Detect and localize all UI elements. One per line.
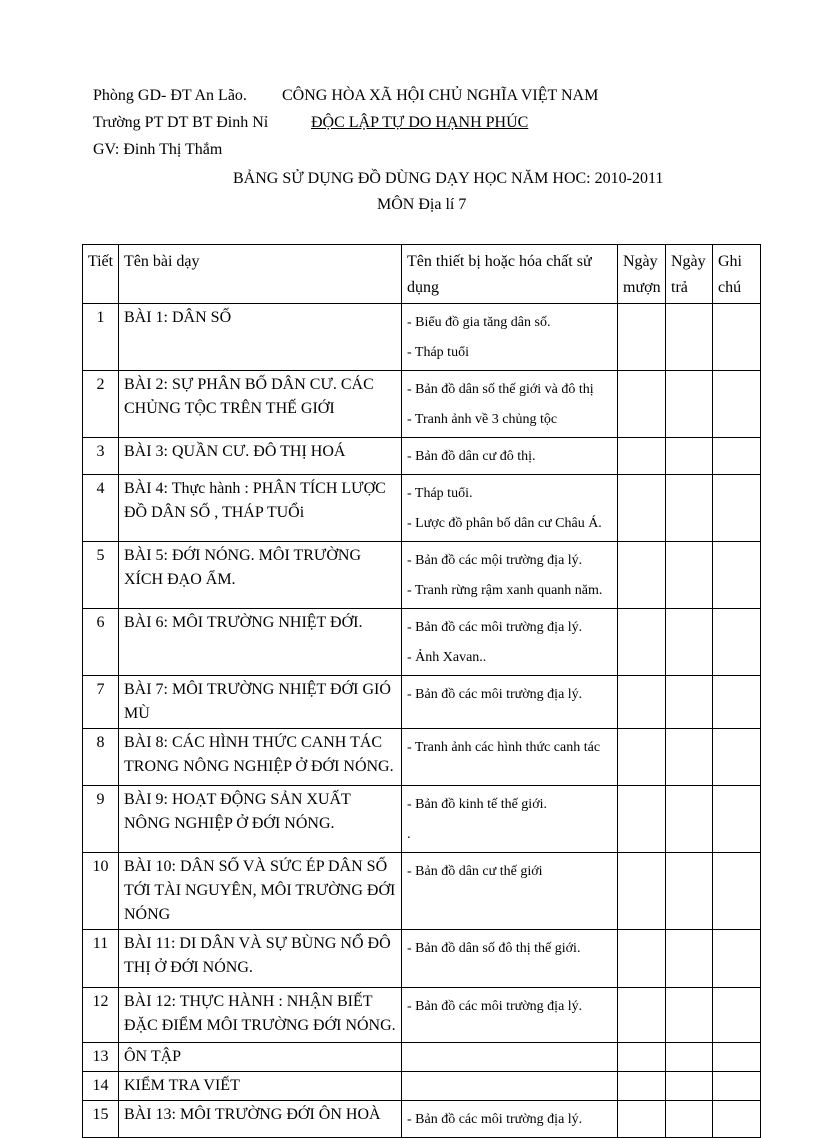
borrow-date-cell <box>618 438 666 475</box>
device-item: - Lược đồ phân bố dân cư Châu Á. <box>407 516 602 531</box>
period-number: 8 <box>83 729 119 786</box>
borrow-date-cell <box>618 930 666 988</box>
table-row <box>83 475 761 542</box>
table-row <box>83 438 761 475</box>
device-item: - Ảnh Xavan.. <box>407 650 487 665</box>
return-date-cell <box>666 1101 713 1138</box>
table-row <box>83 930 761 988</box>
return-date-cell <box>666 475 713 542</box>
return-date-cell <box>666 853 713 930</box>
period-number: 14 <box>83 1072 119 1101</box>
note-cell <box>713 786 761 853</box>
borrow-date-cell <box>618 304 666 371</box>
lesson-name: BÀI 3: QUẦN CƯ. ĐÔ THỊ HOÁ <box>119 438 402 475</box>
device-list <box>402 542 618 609</box>
period-number: 11 <box>83 930 119 988</box>
table-row <box>83 1072 761 1101</box>
note-cell <box>713 542 761 609</box>
note-cell <box>713 988 761 1043</box>
device-list <box>402 438 618 475</box>
device-item: - Bản đồ các môi trường địa lý. <box>407 1112 583 1127</box>
equipment-table <box>82 244 761 1138</box>
table-row <box>83 371 761 438</box>
document-title: BẢNG SỬ DỤNG ĐỒ DÙNG DẠY HỌC NĂM HOC: 2010-2011 <box>233 170 664 187</box>
note-cell <box>713 676 761 729</box>
col-header-lesson: Tên bài dạy <box>119 245 402 304</box>
device-item: - Bản đồ các môi trường địa lý. <box>407 999 583 1014</box>
note-cell <box>713 729 761 786</box>
subject-title: MÔN Địa lí 7 <box>377 196 467 213</box>
return-date-cell <box>666 786 713 853</box>
device-list <box>402 371 618 438</box>
teacher-name: GV: Đinh Thị Thắm <box>93 141 223 158</box>
device-item: - Tháp tuổi. <box>407 486 473 501</box>
national-title: CÔNG HÒA XÃ HỘI CHỦ NGHĨA VIỆT NAM <box>282 87 599 104</box>
device-item: - Bản đồ các môi trường địa lý. <box>407 620 583 635</box>
lesson-name: BÀI 10: DÂN SỐ VÀ SỨC ÉP DÂN SỐ TỚI TÀI NGUYÊN, MÔI TRƯỜNG ĐỚI NÓNG <box>119 853 402 930</box>
borrow-date-cell <box>618 988 666 1043</box>
device-item: - Bản đồ dân cư thế giới <box>407 864 543 879</box>
device-item: - Tháp tuổi <box>407 345 469 360</box>
period-number: 12 <box>83 988 119 1043</box>
device-list <box>402 304 618 371</box>
note-cell <box>713 1101 761 1138</box>
borrow-date-cell <box>618 1101 666 1138</box>
table-row <box>83 1101 761 1138</box>
device-item: - Bản đồ kinh tế thế giới. <box>407 797 547 812</box>
period-number: 7 <box>83 676 119 729</box>
device-item: - Bản đồ các mội trường địa lý. <box>407 553 583 568</box>
return-date-cell <box>666 438 713 475</box>
lesson-name: BÀI 9: HOẠT ĐỘNG SẢN XUẤT NÔNG NGHIỆP Ở ĐỚI NÓNG. <box>119 786 402 853</box>
return-date-cell <box>666 304 713 371</box>
period-number: 13 <box>83 1043 119 1072</box>
return-date-cell <box>666 542 713 609</box>
department-name: Phòng GD- ĐT An Lão. <box>93 87 247 104</box>
lesson-name: BÀI 5: ĐỚI NÓNG. MÔI TRƯỜNG XÍCH ĐẠO ẨM. <box>119 542 402 609</box>
col-header-borrow-date: Ngày mượn <box>618 245 666 304</box>
period-number: 10 <box>83 853 119 930</box>
device-item: - Biểu đồ gia tăng dân số. <box>407 315 551 330</box>
return-date-cell <box>666 930 713 988</box>
col-header-return-date: Ngày trả <box>666 245 713 304</box>
borrow-date-cell <box>618 1043 666 1072</box>
borrow-date-cell <box>618 1072 666 1101</box>
period-number: 5 <box>83 542 119 609</box>
lesson-name: BÀI 2: SỰ PHÂN BỐ DÂN CƯ. CÁC CHỦNG TỘC TRÊN THẾ GIỚI <box>119 371 402 438</box>
note-cell <box>713 609 761 676</box>
device-item: - Tranh ảnh các hình thức canh tác <box>407 740 601 755</box>
lesson-name: BÀI 12: THỰC HÀNH : NHẬN BIẾT ĐẶC ĐIỂM MÔI TRƯỜNG ĐỚI NÓNG. <box>119 988 402 1043</box>
lesson-name: BÀI 1: DÂN SỐ <box>119 304 402 371</box>
table-row <box>83 542 761 609</box>
note-cell <box>713 1072 761 1101</box>
borrow-date-cell <box>618 475 666 542</box>
table-header-row <box>83 245 761 304</box>
table-row <box>83 676 761 729</box>
device-item: . <box>407 827 411 842</box>
lesson-name: BÀI 7: MÔI TRƯỜNG NHIỆT ĐỚI GIÓ MÙ <box>119 676 402 729</box>
lesson-name: BÀI 8: CÁC HÌNH THỨC CANH TÁC TRONG NÔNG NGHIỆP Ở ĐỚI NÓNG. <box>119 729 402 786</box>
lesson-name: KIỂM TRA VIẾT <box>119 1072 402 1101</box>
return-date-cell <box>666 609 713 676</box>
table-row <box>83 853 761 930</box>
borrow-date-cell <box>618 609 666 676</box>
device-list <box>402 1043 618 1072</box>
col-header-note: Ghi chú <box>713 245 761 304</box>
period-number: 3 <box>83 438 119 475</box>
device-item: - Bản đồ các môi trường địa lý. <box>407 687 583 702</box>
col-header-tiet: Tiết <box>83 245 119 304</box>
device-item: - Bản đồ dân số đô thị thế giới. <box>407 941 581 956</box>
table-row <box>83 786 761 853</box>
lesson-name: ÔN TẬP <box>119 1043 402 1072</box>
note-cell <box>713 371 761 438</box>
school-name: Trường PT DT BT Đinh Nỉ <box>93 114 269 131</box>
period-number: 4 <box>83 475 119 542</box>
col-header-device: Tên thiết bị hoặc hóa chất sử dụng <box>402 245 618 304</box>
device-list <box>402 988 618 1043</box>
borrow-date-cell <box>618 676 666 729</box>
note-cell <box>713 304 761 371</box>
device-list <box>402 930 618 988</box>
note-cell <box>713 438 761 475</box>
table-row <box>83 609 761 676</box>
period-number: 1 <box>83 304 119 371</box>
borrow-date-cell <box>618 729 666 786</box>
return-date-cell <box>666 988 713 1043</box>
lesson-name: BÀI 4: Thực hành : PHÂN TÍCH LƯỢC ĐỒ DÂN SỐ , THÁP TUỔi <box>119 475 402 542</box>
lesson-name: BÀI 13: MÔI TRƯỜNG ĐỚI ÔN HOÀ <box>119 1101 402 1138</box>
device-item: - Bản đồ dân số thế giới và đô thị <box>407 382 594 397</box>
return-date-cell <box>666 1072 713 1101</box>
period-number: 6 <box>83 609 119 676</box>
table-row <box>83 988 761 1043</box>
note-cell <box>713 475 761 542</box>
device-list <box>402 1072 618 1101</box>
note-cell <box>713 853 761 930</box>
borrow-date-cell <box>618 786 666 853</box>
device-item: - Tranh ảnh về 3 chủng tộc <box>407 412 558 427</box>
device-list <box>402 1101 618 1138</box>
device-list <box>402 729 618 786</box>
return-date-cell <box>666 371 713 438</box>
device-list <box>402 609 618 676</box>
lesson-name: BÀI 6: MÔI TRƯỜNG NHIỆT ĐỚI. <box>119 609 402 676</box>
period-number: 15 <box>83 1101 119 1138</box>
device-list <box>402 475 618 542</box>
return-date-cell <box>666 1043 713 1072</box>
return-date-cell <box>666 729 713 786</box>
borrow-date-cell <box>618 371 666 438</box>
device-list <box>402 853 618 930</box>
borrow-date-cell <box>618 542 666 609</box>
table-row <box>83 1043 761 1072</box>
borrow-date-cell <box>618 853 666 930</box>
device-list <box>402 676 618 729</box>
device-item: - Tranh rừng rậm xanh quanh năm. <box>407 583 603 598</box>
note-cell <box>713 930 761 988</box>
return-date-cell <box>666 676 713 729</box>
note-cell <box>713 1043 761 1072</box>
period-number: 9 <box>83 786 119 853</box>
table-row <box>83 304 761 371</box>
device-list <box>402 786 618 853</box>
table-row <box>83 729 761 786</box>
national-motto: ĐỘC LẬP TỰ DO HẠNH PHÚC <box>311 114 529 131</box>
lesson-name: BÀI 11: DI DÂN VÀ SỰ BÙNG NỔ ĐÔ THỊ Ở ĐỚI NÓNG. <box>119 930 402 988</box>
period-number: 2 <box>83 371 119 438</box>
device-item: - Bản đồ dân cư đô thị. <box>407 449 536 464</box>
